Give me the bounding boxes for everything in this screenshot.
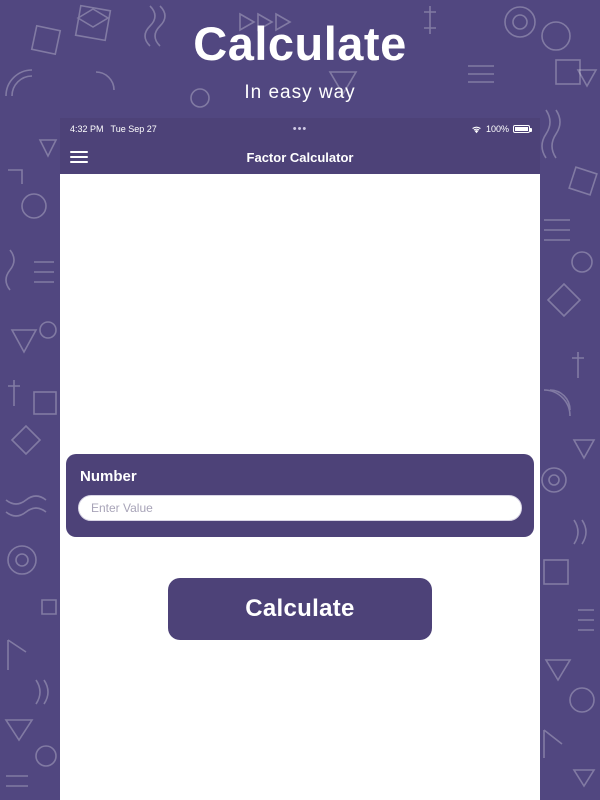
hamburger-menu-icon[interactable] [70, 151, 88, 163]
number-input-card [66, 454, 534, 537]
wifi-icon [471, 125, 482, 134]
decorative-pattern-right [538, 0, 600, 800]
app-bar [60, 140, 540, 174]
battery-percent-label: 100% [485, 124, 509, 134]
app-body [60, 174, 540, 800]
calculate-button[interactable]: Calculate [168, 578, 432, 640]
status-time: 4:32 PM [70, 124, 104, 134]
status-bar-left [70, 124, 157, 134]
status-date: Tue Sep 27 [110, 124, 157, 134]
promo-subtitle: In easy way [244, 82, 356, 103]
decorative-pattern-left [0, 0, 62, 800]
status-bar-right [471, 124, 530, 134]
status-bar [60, 118, 540, 140]
status-dots: ••• [292, 123, 308, 135]
page-title: Factor Calculator [246, 149, 354, 165]
number-field-label: Number [80, 468, 137, 485]
number-input[interactable] [78, 495, 522, 521]
battery-full-icon [513, 125, 530, 133]
promo-title: Calculate [193, 17, 407, 70]
app-screenshot [60, 118, 540, 800]
